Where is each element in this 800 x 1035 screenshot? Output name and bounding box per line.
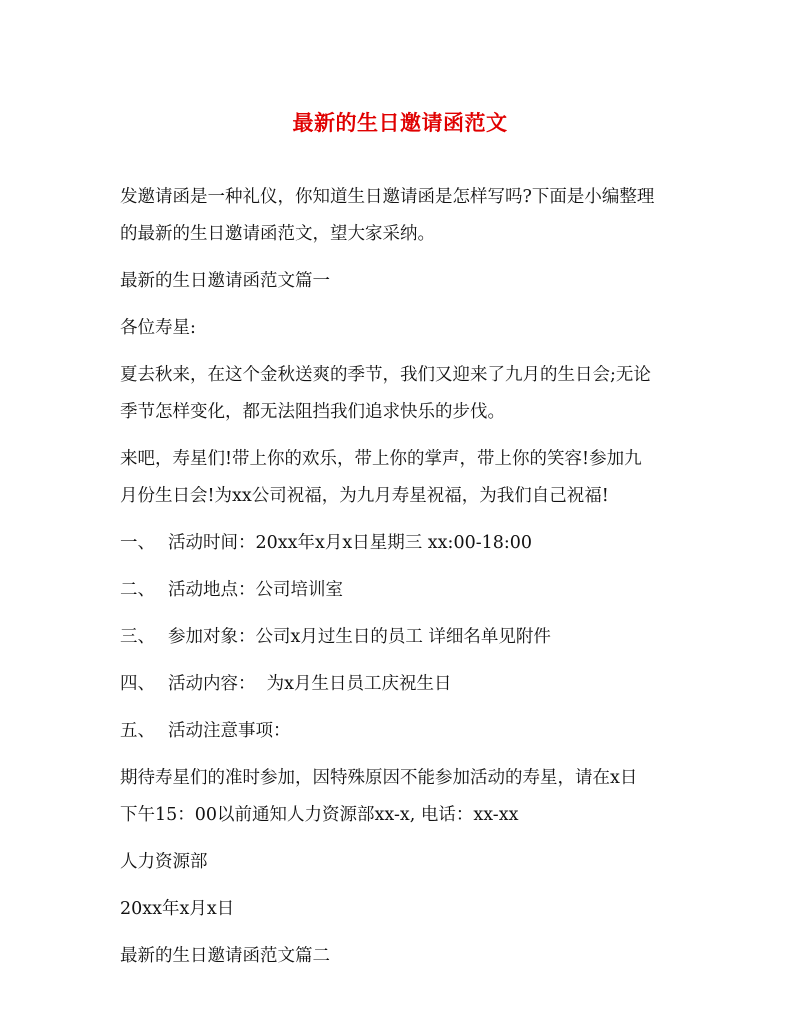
intro-line-1: 发邀请函是一种礼仪，你知道生日邀请函是怎样写吗?下面是小编整理 [120,187,655,207]
list-item-number: 四、 [120,674,155,694]
list-item-text: 参加对象：公司x月过生日的员工 详细名单见附件 [168,627,551,647]
list-item-text: 活动时间：20xx年x月x日星期三 xx:00-18:00 [168,533,533,553]
document-body [120,179,690,975]
para2-line-2: 月份生日会!为xx公司祝福，为九月寿星祝福，为我们自己祝福! [120,486,609,506]
list-item [120,713,690,750]
para2-line-1: 来吧，寿星们!带上你的欢乐，带上你的掌声，带上你的笑容!参加九 [120,449,642,469]
list-item [120,619,690,656]
intro-line-2: 的最新的生日邀请函范文，望大家采纳。 [120,224,435,244]
list-item-number: 二、 [120,580,155,600]
list-item [120,525,690,562]
section1-heading: 最新的生日邀请函范文篇一 [120,271,330,291]
list-item-text: 活动地点：公司培训室 [168,580,343,600]
para3-line-1: 期待寿星们的准时参加，因特殊原因不能参加活动的寿星，请在x日 [120,768,638,788]
para3-line-2: 下午15：00以前通知人力资源部xx-x, 电话：xx-xx [120,805,519,825]
list-item [120,572,690,609]
para1-line-2: 季节怎样变化，都无法阻挡我们追求快乐的步伐。 [120,402,505,422]
list-item-number: 一、 [120,533,155,553]
section2-heading: 最新的生日邀请函范文篇二 [120,946,330,966]
list-item [120,666,690,703]
document-title: 最新的生日邀请函范文 [292,110,508,135]
list-item-number: 三、 [120,627,155,647]
signature: 人力资源部 [120,852,208,872]
list-item-number: 五、 [120,721,155,741]
list-item-text: 活动内容： 为x月生日员工庆祝生日 [168,674,452,694]
para1-line-1: 夏去秋来，在这个金秋送爽的季节，我们又迎来了九月的生日会;无论 [120,365,651,385]
list-item-text: 活动注意事项： [168,721,291,741]
document-date: 20xx年x月x日 [120,899,235,919]
salutation: 各位寿星: [120,318,196,338]
